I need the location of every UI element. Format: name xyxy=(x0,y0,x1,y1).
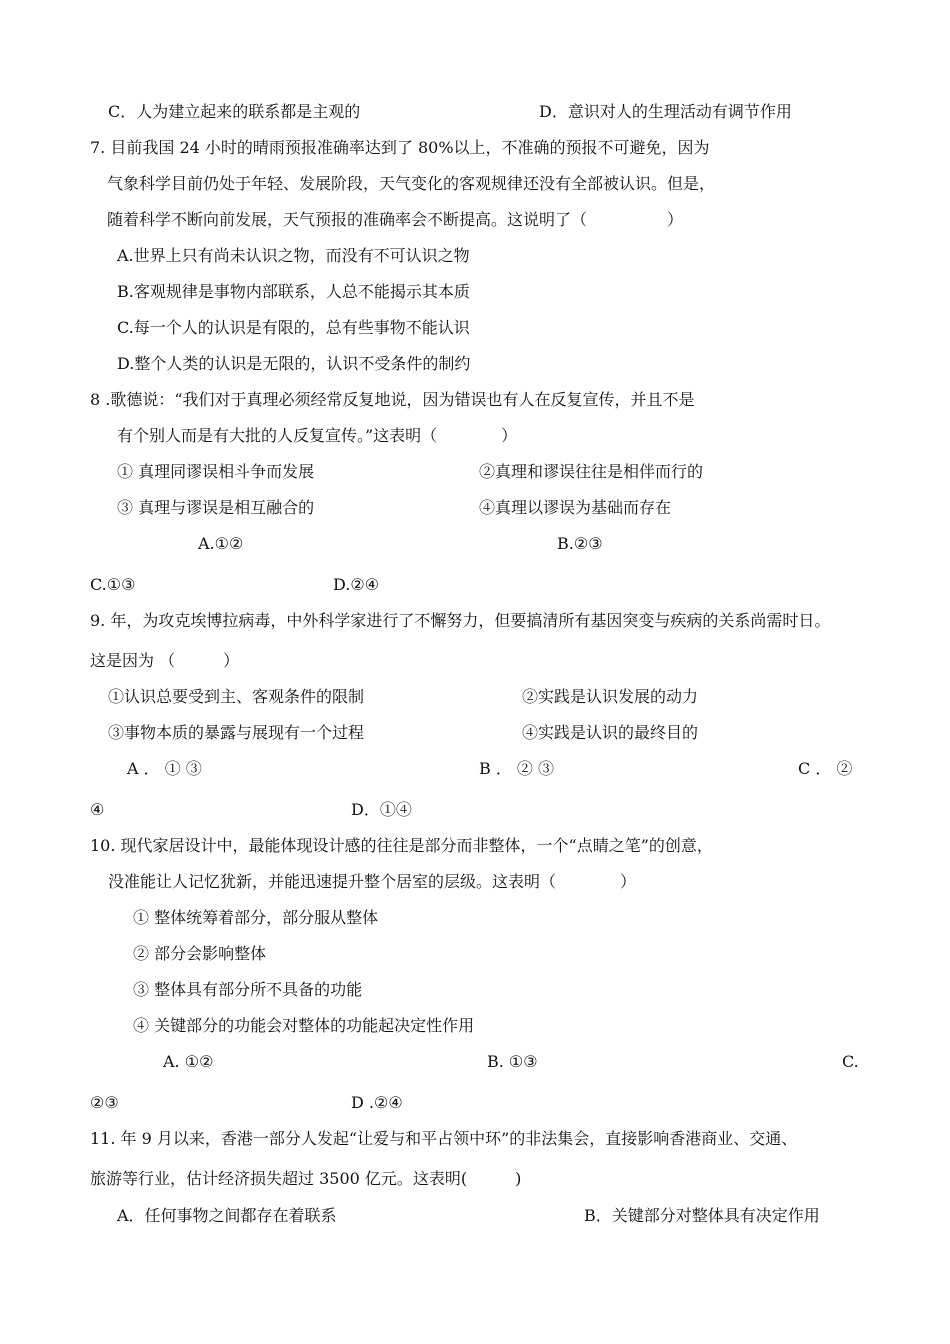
q7-stem-line-1: 7. 目前我国 24 小时的晴雨预报准确率达到了 80%以上，不准确的预报不可避免，因为 xyxy=(90,138,710,157)
q9-item-3: ③事物本质的暴露与展现有一个过程 xyxy=(108,723,365,742)
q11-stem-line-1: 11. 年 9 月以来，香港一部分人发起“让爱与和平占领中环”的非法集会，直接影响香港商业、交通、 xyxy=(90,1129,798,1148)
q10-option-b: B. ①③ xyxy=(487,1052,538,1071)
q9-option-d: D．①④ xyxy=(351,800,412,819)
q10-stem-line-2: 没准能让人记忆犹新，并能迅速提升整个居室的层级。这表明（ ） xyxy=(108,872,637,891)
q10-item-1: ① 整体统筹着部分，部分服从整体 xyxy=(133,908,379,927)
q7-option-b: B.客观规律是事物内部联系，人总不能揭示其本质 xyxy=(117,282,470,301)
q11-stem-line-2: 旅游等行业，估计经济损失超过 3500 亿元。这表明( ) xyxy=(90,1169,522,1188)
q7-option-c: C.每一个人的认识是有限的，总有些事物不能认识 xyxy=(117,318,470,337)
q9-option-c-continued: ④ xyxy=(90,800,105,819)
q10-item-2: ② 部分会影响整体 xyxy=(133,944,267,963)
q8-option-d: D.②④ xyxy=(333,575,380,594)
q9-stem-line-2: 这是因为 （ ） xyxy=(90,651,240,670)
q8-item-2: ②真理和谬误往往是相伴而行的 xyxy=(479,462,704,481)
q7-option-d: D.整个人类的认识是无限的，认识不受条件的制约 xyxy=(117,354,471,373)
q9-stem-line-1: 9. 年，为攻克埃博拉病毒，中外科学家进行了不懈努力，但要搞清所有基因突变与疾病的关系尚需时日。 xyxy=(90,611,831,630)
q9-option-a: A ． ① ③ xyxy=(127,759,202,778)
q8-stem-line-2: 有个别人而是有大批的人反复宣传。”这表明（ ） xyxy=(117,426,518,445)
q8-item-1: ① 真理同谬误相斗争而发展 xyxy=(117,462,315,481)
q10-option-c: C. xyxy=(842,1052,859,1071)
q8-option-a: A.①② xyxy=(198,534,244,553)
q10-option-d: D .②④ xyxy=(351,1093,403,1112)
q7-option-a: A.世界上只有尚未认识之物，而没有不可认识之物 xyxy=(117,246,470,265)
q8-option-b: B.②③ xyxy=(557,534,603,553)
q8-stem-line-1: 8 .歌德说：“我们对于真理必须经常反复地说，因为错误也有人在反复宣传，并且不是 xyxy=(90,390,695,409)
q7-stem-line-3: 随着科学不断向前发展，天气预报的准确率会不断提高。这说明了（ ） xyxy=(107,210,684,229)
q8-item-3: ③ 真理与谬误是相互融合的 xyxy=(117,498,315,517)
q8-option-c: C.①③ xyxy=(90,575,136,594)
q9-item-2: ②实践是认识发展的动力 xyxy=(522,687,699,706)
q10-option-c-continued: ②③ xyxy=(90,1093,119,1112)
q7-stem-line-2: 气象科学目前仍处于年轻、发展阶段，天气变化的客观规律还没有全部被认识。但是， xyxy=(107,174,716,193)
q10-item-3: ③ 整体具有部分所不具备的功能 xyxy=(133,980,363,999)
q8-item-4: ④真理以谬误为基础而存在 xyxy=(479,498,672,517)
q11-option-a: A．任何事物之间都存在着联系 xyxy=(117,1206,337,1225)
q10-item-4: ④ 关键部分的功能会对整体的功能起决定性作用 xyxy=(133,1016,475,1035)
q9-item-1: ①认识总要受到主、客观条件的限制 xyxy=(108,687,365,706)
q6-option-d: D．意识对人的生理活动有调节作用 xyxy=(539,102,792,121)
q9-option-b: B ． ② ③ xyxy=(479,759,555,778)
q9-item-4: ④实践是认识的最终目的 xyxy=(522,723,699,742)
q11-option-b: B．关键部分对整体具有决定作用 xyxy=(584,1206,820,1225)
q9-option-c: C ． ② xyxy=(798,759,853,778)
q6-option-c: C．人为建立起来的联系都是主观的 xyxy=(108,102,361,121)
q10-stem-line-1: 10. 现代家居设计中，最能体现设计感的往往是部分而非整体，一个“点睛之笔”的创意， xyxy=(90,836,713,855)
q10-option-a: A. ①② xyxy=(163,1052,214,1071)
